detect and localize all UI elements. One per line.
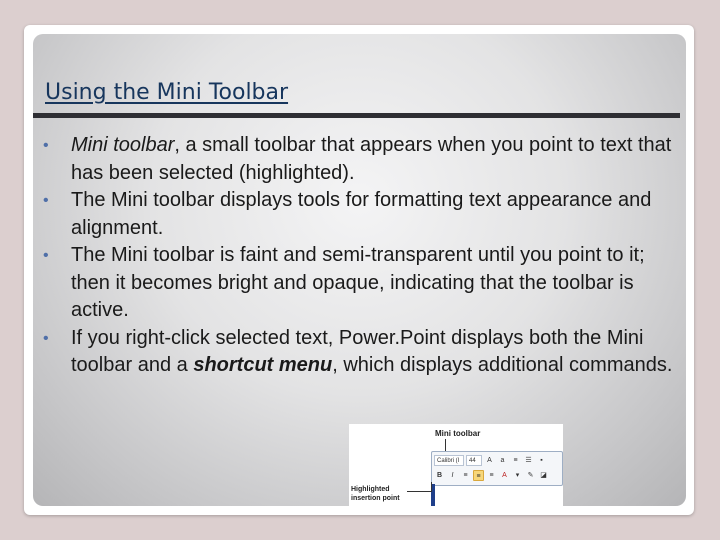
toolbar-row-bottom: [434, 469, 549, 482]
indent-icon: ≡: [513, 457, 518, 464]
title-divider: [33, 113, 680, 118]
bullet-text: The Mini toolbar is faint and semi-transparent until you point to it; then it becomes bright and opaque, indicating that the toolbar is active.: [71, 244, 645, 321]
slide-frame: [24, 25, 694, 515]
chevron-down-icon: ▾: [515, 472, 520, 479]
format-painter-icon: ▪: [540, 457, 543, 464]
callout-line: [407, 491, 432, 492]
align-right-icon: ≡: [489, 472, 494, 479]
italic-icon: I: [451, 472, 454, 479]
slide-title: Using the Mini Toolbar: [45, 80, 289, 105]
toolbar-row-top: [434, 454, 547, 467]
bullet-text-end: , which displays additional commands.: [332, 354, 673, 376]
bullet-dot-icon: •: [43, 192, 49, 209]
mini-toolbar-figure: [349, 424, 563, 506]
bullet-item: [33, 242, 673, 325]
bullet-text: The Mini toolbar displays tools for formatting text appearance and alignment.: [71, 189, 652, 239]
bullet-term: Mini toolbar: [71, 134, 175, 156]
slide-content: [33, 34, 686, 506]
font-name-box: Calibri (I: [434, 455, 464, 466]
bold-icon: B: [436, 472, 443, 479]
bullet-dot-icon: •: [43, 329, 49, 347]
bullet-item: [33, 132, 673, 187]
grow-font-icon: A: [487, 457, 492, 464]
figure-label-mini-toolbar: Mini toolbar: [435, 429, 481, 438]
bullet-list: [33, 132, 673, 380]
fill-icon: ◪: [540, 472, 547, 479]
align-left-icon: ≡: [463, 472, 468, 479]
align-center-icon: ≡: [473, 470, 484, 481]
bullet-dot-icon: •: [43, 137, 49, 154]
bullet-dot-icon: •: [43, 247, 49, 264]
bullet-item: [33, 187, 673, 242]
bullets-icon: ☰: [525, 457, 532, 464]
font-size-box: 44: [466, 455, 482, 466]
bullet-emphasis: shortcut menu: [193, 354, 333, 376]
highlight-icon: ✎: [527, 472, 534, 479]
shrink-font-icon: a: [500, 457, 505, 464]
bullet-text: If you right-click selected text, Power.Point displays both the Mini toolbar and a: [71, 326, 644, 376]
figure-label-insertion-point: Highlighted insertion point: [351, 486, 400, 502]
bullet-text: , a small toolbar that appears when you point to text that has been selected (highlighted).: [71, 134, 672, 184]
bullet-item: [33, 325, 673, 380]
mini-toolbar-image: [431, 451, 563, 486]
font-color-icon: A: [502, 472, 507, 479]
